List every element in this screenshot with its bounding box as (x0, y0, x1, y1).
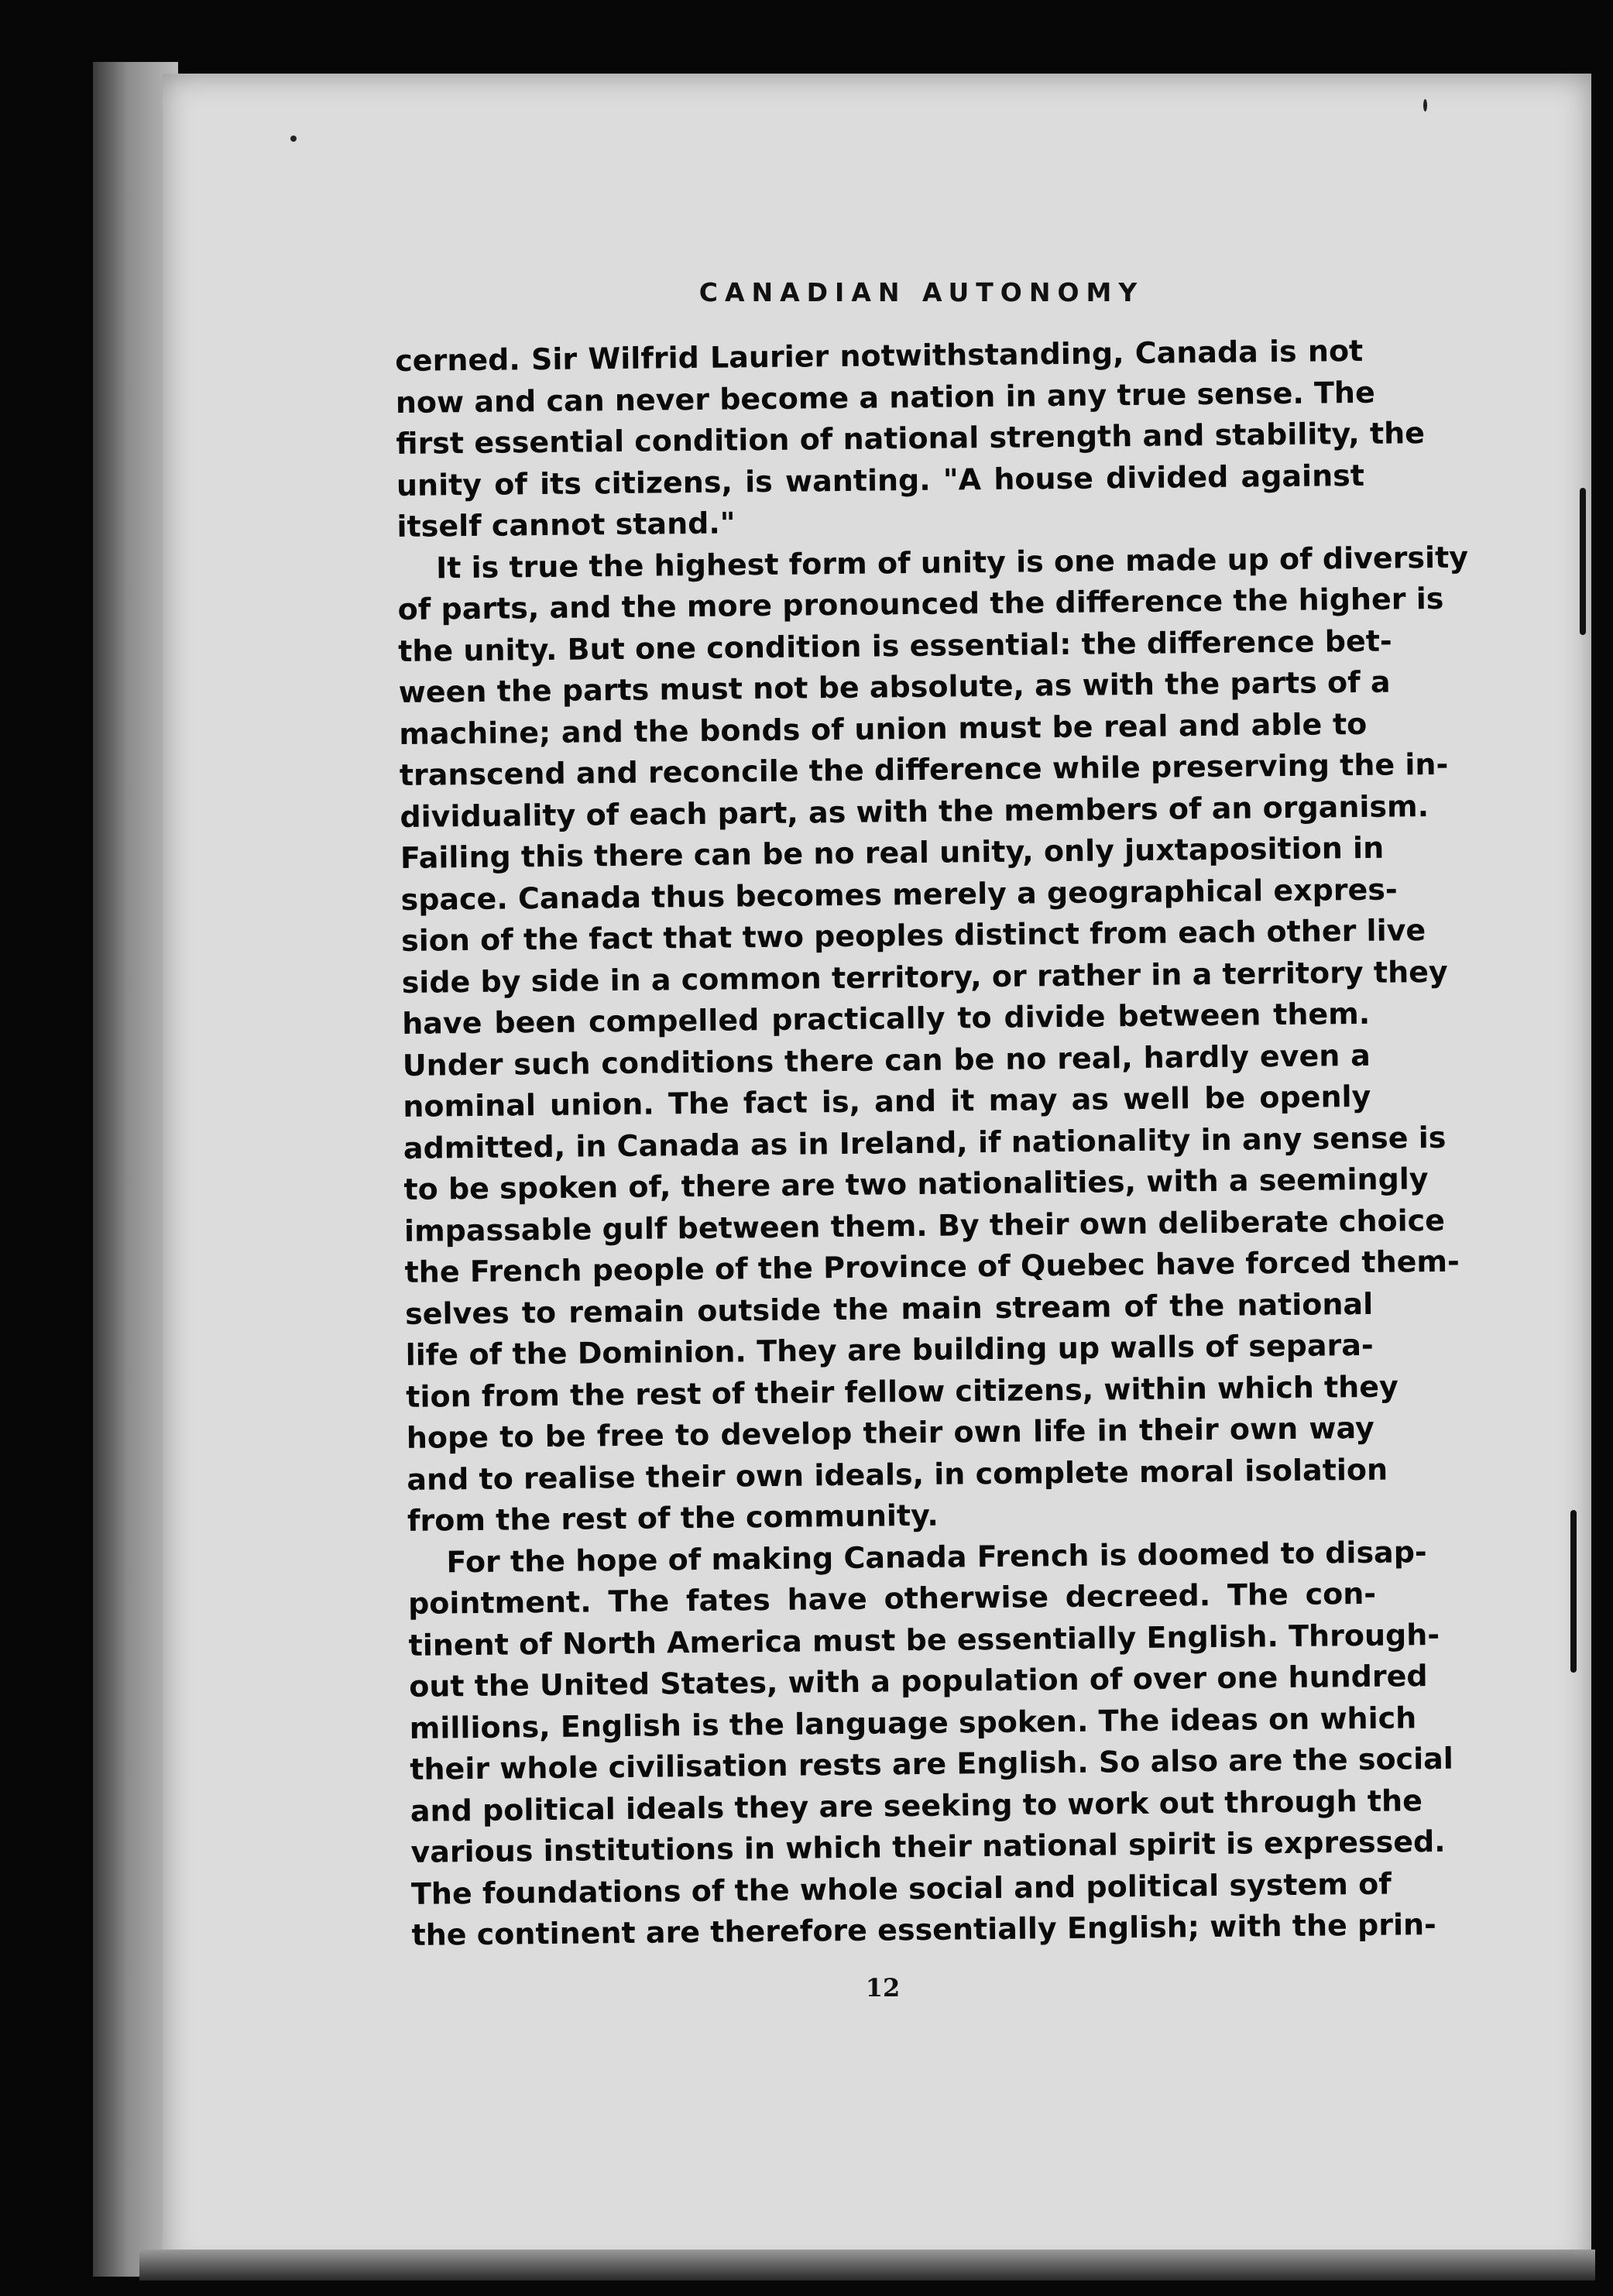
text-line: The foundations of the whole social and political system of (410, 1866, 1392, 1911)
paragraph (395, 331, 1426, 548)
text-line: first essential condition of national strength and stability, the (396, 416, 1426, 461)
body-text (395, 331, 1469, 1956)
running-head: CANADIAN AUTONOMY (698, 277, 1145, 307)
text-line: the unity. But one condition is essential: the difference bet- (397, 623, 1392, 668)
text-line: ween the parts must not be absolute, as with the parts of a (398, 664, 1391, 709)
text-line: to be spoken of, there are two nationalities, with a seemingly (403, 1162, 1429, 1206)
paragraph (407, 1532, 1453, 1956)
text-line: side by side in a common territory, or rather in a territory they (401, 954, 1448, 1000)
text-line: hope to be free to develop their own life in their own way (406, 1410, 1375, 1455)
text-line: admitted, in Canada as in Ireland, if nationality in any sense is (403, 1120, 1447, 1165)
text-line: cerned. Sir Wilfrid Laurier notwithstanding, Canada is not (395, 333, 1364, 378)
text-line: pointment. The fates have otherwise decreed. The con- (407, 1576, 1377, 1621)
text-line: For the hope of making Canada French is doomed to disap- (446, 1534, 1427, 1579)
binding-mark-lower (1570, 1510, 1577, 1673)
text-line: of parts, and the more pronounced the difference the higher is (397, 581, 1444, 626)
text-line: and political ideals they are seeking to work out through the (410, 1783, 1423, 1828)
text-line: from the rest of the community. (407, 1498, 939, 1538)
text-line: out the United States, with a population of over one hundred (408, 1659, 1428, 1704)
scan-speck (1423, 99, 1427, 112)
text-line: It is true the highest form of unity is one made up of diversity (435, 540, 1469, 585)
text-line: dividuality of each part, as with the members of an organism. (400, 788, 1429, 834)
paragraph (397, 537, 1469, 1542)
text-line: life of the Dominion. They are building up walls of separa- (405, 1327, 1374, 1372)
text-line: and to realise their own ideals, in complete moral isolation (407, 1452, 1388, 1497)
page-bottom-edge (139, 2250, 1595, 2281)
text-line: tion from the rest of their fellow citizens, within which they (406, 1369, 1399, 1414)
text-line: now and can never become a nation in any true sense. The (395, 375, 1375, 420)
text-line: nominal union. The fact is, and it may as well be openly (403, 1079, 1371, 1124)
text-line: impassable gulf between them. By their own deliberate choice (403, 1203, 1446, 1248)
text-line: various institutions in which their national spirit is expressed. (410, 1824, 1446, 1869)
text-line: transcend and reconcile the difference while preserving the in- (399, 746, 1449, 792)
text-line: Failing this there can be no real unity, only juxtaposition in (400, 830, 1385, 875)
text-line: have been compelled practically to divide between them. (402, 996, 1371, 1041)
binding-mark-upper (1580, 488, 1586, 635)
text-line: millions, English is the language spoken. The ideas on which (409, 1700, 1417, 1745)
text-line: the continent are therefore essentially English; with the prin- (411, 1907, 1437, 1952)
text-line: Under such conditions there can be no real, hardly even a (402, 1038, 1371, 1083)
text-line: the French people of the Province of Quebec have forced them- (404, 1244, 1460, 1289)
text-line: selves to remain outside the main stream of the national (404, 1286, 1374, 1331)
text-line: space. Canada thus becomes merely a geographical expres- (400, 871, 1398, 917)
scan-speck (290, 136, 297, 142)
text-line: unity of its citizens, is wanting. "A house divided against (396, 458, 1365, 503)
text-line: itself cannot stand." (396, 506, 736, 544)
text-line: sion of the fact that two peoples distinct from each other live (400, 913, 1426, 958)
text-line: machine; and the bonds of union must be real and able to (399, 706, 1368, 751)
text-line: their whole civilisation rests are English. So also are the social (410, 1741, 1453, 1786)
page-number: 12 (865, 1973, 901, 2003)
text-line: tinent of North America must be essentially English. Through- (408, 1617, 1440, 1663)
